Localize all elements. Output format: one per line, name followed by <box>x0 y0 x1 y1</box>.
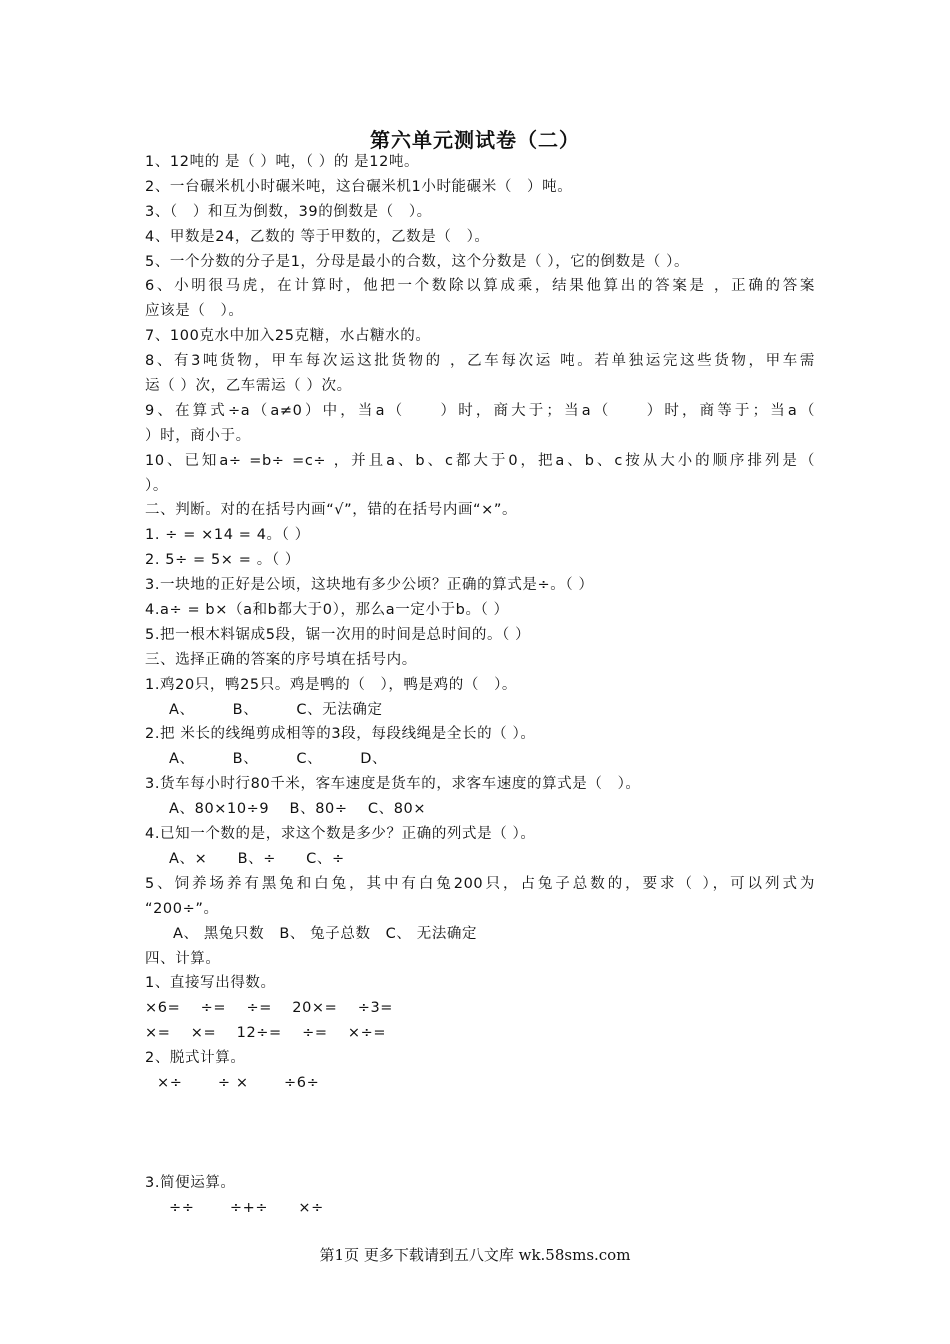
question-3-5-cont: “200÷”。 <box>145 900 219 917</box>
question-1-4: 4、甲数是24，乙数的 等于甲数的，乙数是（ ）。 <box>145 228 490 245</box>
calc-2-heading: 2、脱式计算。 <box>145 1050 246 1067</box>
question-3-3: 3.货车每小时行80千米，客车速度是货车的，求客车速度的算式是（ ）。 <box>145 776 641 793</box>
question-3-4: 4.已知一个数的是，求这个数是多少？正确的列式是（ ）。 <box>145 826 536 843</box>
question-1-6-cont: 应该是（ ）。 <box>145 303 244 320</box>
question-3-5: 5、饲养场养有黑兔和白兔，其中有白兔200只，占兔子总数的，要求（ ），可以列式为 <box>145 875 815 892</box>
question-3-4-options: A、× B、÷ C、÷ <box>169 850 345 867</box>
question-1-9-cont: ）时，商小于。 <box>145 427 251 444</box>
section-2-heading: 二、判断。对的在括号内画“√”，错的在括号内画“×”。 <box>145 502 518 519</box>
question-1-8-cont: 运（ ）次，乙车需运（ ）次。 <box>145 378 352 395</box>
question-3-1-options: A、 B、 C、无法确定 <box>169 701 383 718</box>
calc-2-row: ×÷ ÷ × ÷6÷ <box>157 1074 320 1091</box>
calc-1-row-2: ×= ×= 12÷= ÷= ×÷= <box>145 1025 387 1042</box>
exam-body <box>145 150 815 1221</box>
page-footer: 第1页 更多下载请到五八文库 wk.58sms.com <box>319 1246 631 1264</box>
calc-1-heading: 1、直接写出得数。 <box>145 975 276 992</box>
question-2-1: 1. ÷ = ×14 = 4。（ ） <box>145 527 310 544</box>
question-1-9: 9、在算式÷a（a≠0）中，当a（ ）时，商大于；当a（ ）时，商等于；当a（ <box>145 402 815 419</box>
question-3-3-options: A、80×10÷9 B、80÷ C、80× <box>169 801 427 818</box>
section-4-heading: 四、计算。 <box>145 950 221 967</box>
question-3-1: 1.鸡20只，鸭25只。鸡是鸭的（ ），鸭是鸡的（ ）。 <box>145 676 518 693</box>
question-1-10-cont: ）。 <box>145 477 168 494</box>
section-3-heading: 三、选择正确的答案的序号填在括号内。 <box>145 651 417 668</box>
question-1-6: 6、小明很马虎，在计算时，他把一个数除以算成乘，结果他算出的答案是 ，正确的答案 <box>145 278 815 295</box>
calc-3-heading: 3.简便运算。 <box>145 1174 236 1191</box>
question-3-5-options: A、 黑兔只数 B、 兔子总数 C、 无法确定 <box>173 925 478 942</box>
page-title: 第六单元测试卷（二） <box>370 128 580 152</box>
question-1-10: 10、已知a÷ =b÷ =c÷ ，并且a、b、c都大于0，把a、b、c按从大小的顺序排列是（ <box>145 452 815 469</box>
calc-1-row-1: ×6= ÷= ÷= 20×= ÷3= <box>145 1000 394 1017</box>
question-1-2: 2、一台碾米机小时碾米吨，这台碾米机1小时能碾米（ ）吨。 <box>145 178 573 195</box>
question-1-3: 3、（ ）和互为倒数，39的倒数是（ ）。 <box>145 203 432 220</box>
question-2-3: 3.一块地的正好是公顷，这块地有多少公顷？正确的算式是÷。（ ） <box>145 577 594 594</box>
question-1-1: 1、12吨的 是（ ）吨，（ ）的 是12吨。 <box>145 154 420 170</box>
question-2-5: 5.把一根木料锯成5段，锯一次用的时间是总时间的。（ ） <box>145 626 531 643</box>
question-2-2: 2. 5÷ = 5× = 。（ ） <box>145 552 300 569</box>
question-2-4: 4.a÷ = b×（a和b都大于0），那么a一定小于b。（ ） <box>145 602 509 619</box>
question-1-5: 5、一个分数的分子是1，分母是最小的合数，这个分数是（ ），它的倒数是（ ）。 <box>145 253 690 270</box>
answer-space <box>145 1096 815 1171</box>
question-3-2-options: A、 B、 C、 D、 <box>169 751 388 768</box>
question-3-2: 2.把 米长的线绳剪成相等的3段，每段线绳是全长的（ ）。 <box>145 726 536 743</box>
calc-3-row: ÷÷ ÷+÷ ×÷ <box>169 1199 324 1216</box>
question-1-8: 8、有3吨货物，甲车每次运这批货物的 ，乙车每次运 吨。若单独运完这些货物，甲车需 <box>145 353 815 370</box>
question-1-7: 7、100克水中加入25克糖，水占糖水的。 <box>145 328 431 345</box>
